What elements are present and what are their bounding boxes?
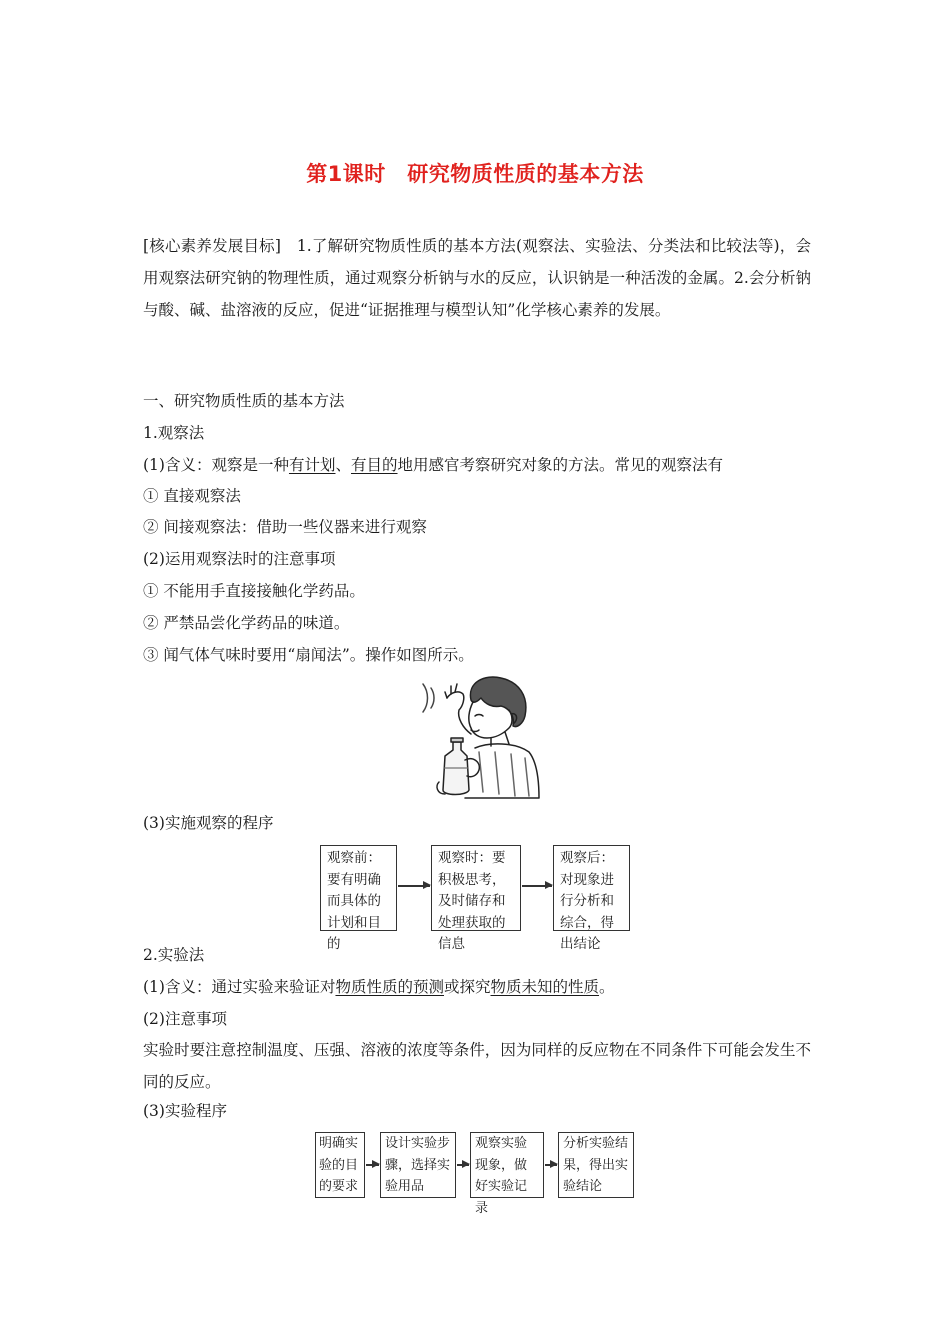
section-heading: 一、研究物质性质的基本方法 [143, 392, 345, 410]
experiment-flow-arrow-2 [457, 1164, 469, 1166]
observe-method-2: ② 间接观察法：借助一些仪器来进行观察 [143, 518, 427, 536]
observe-definition [143, 454, 723, 476]
experiment-notes-heading: (2)注意事项 [143, 1010, 227, 1028]
core-goals-paragraph [143, 230, 811, 326]
observe-note-1: ① 不能用手直接接触化学药品。 [143, 582, 365, 600]
observe-flow-during: 观察时：要积极思考，及时储存和处理获取的信息 [431, 845, 521, 931]
observe-heading: 1.观察法 [143, 424, 205, 442]
observe-flow-after: 观察后：对现象进行分析和综合，得出结论 [553, 845, 630, 931]
lesson-title: 第1课时 研究物质性质的基本方法 [306, 162, 644, 186]
observe-flow-arrow-2 [522, 885, 552, 887]
core-goals-text: 1.了解研究物质性质的基本方法(观察法、实验法、分类法和比较法等)，会用观察法研究钠的物理性质，通过观察分析钠与水的反应，认识钠是一种活泼的金属。2.会分析钠与酸、碱、盐溶液的反应，促进“证据推理与模型认知”化学核心素养的发展。 [143, 237, 811, 319]
observe-def-sep: 、 [335, 456, 351, 474]
observe-flow-arrow-1 [398, 885, 430, 887]
experiment-flow-arrow-1 [366, 1164, 379, 1166]
experiment-procedure-heading: (3)实验程序 [143, 1102, 227, 1120]
experiment-def-u2: 物质未知的性质 [490, 978, 600, 996]
observe-method-1: ① 直接观察法 [143, 487, 241, 505]
experiment-flow-step-3: 观察实验现象，做好实验记录 [470, 1132, 544, 1198]
observe-note-2: ② 严禁品尝化学药品的味道。 [143, 614, 350, 632]
experiment-def-post: 。 [599, 978, 615, 996]
observe-flow-before: 观察前：要有明确而具体的计划和目的 [320, 845, 397, 931]
experiment-flow-step-1: 明确实验的目的要求 [315, 1132, 365, 1198]
experiment-flow-step-2: 设计实验步骤，选择实验用品 [380, 1132, 456, 1198]
experiment-notes-text: 实验时要注意控制温度、压强、溶液的浓度等条件，因为同样的反应物在不同条件下可能会发生不同的反应。 [143, 1041, 811, 1091]
observe-procedure-heading: (3)实施观察的程序 [143, 814, 274, 832]
core-goals-label: [核心素养发展目标] [143, 237, 281, 255]
experiment-def-mid: 或探究 [443, 978, 491, 996]
experiment-def-u1: 物质性质的预测 [335, 978, 444, 996]
experiment-heading: 2.实验法 [143, 946, 205, 964]
observe-notes-heading: (2)运用观察法时的注意事项 [143, 550, 336, 568]
experiment-flow-arrow-3 [545, 1164, 557, 1166]
observe-def-u2: 有目的 [351, 456, 398, 474]
observe-def-u1: 有计划 [288, 456, 336, 474]
fanning-smell-illustration [405, 672, 545, 800]
observe-def-post: 地用感官考察研究对象的方法。常见的观察法有 [397, 456, 724, 474]
experiment-definition [143, 976, 615, 998]
observe-note-3: ③ 闻气体气味时要用“扇闻法”。操作如图所示。 [143, 646, 474, 664]
experiment-flow-step-4: 分析实验结果，得出实验结论 [558, 1132, 634, 1198]
experiment-def-pre: (1)含义：通过实验来验证对 [143, 978, 336, 996]
observe-def-pre: (1)含义：观察是一种 [143, 456, 289, 474]
